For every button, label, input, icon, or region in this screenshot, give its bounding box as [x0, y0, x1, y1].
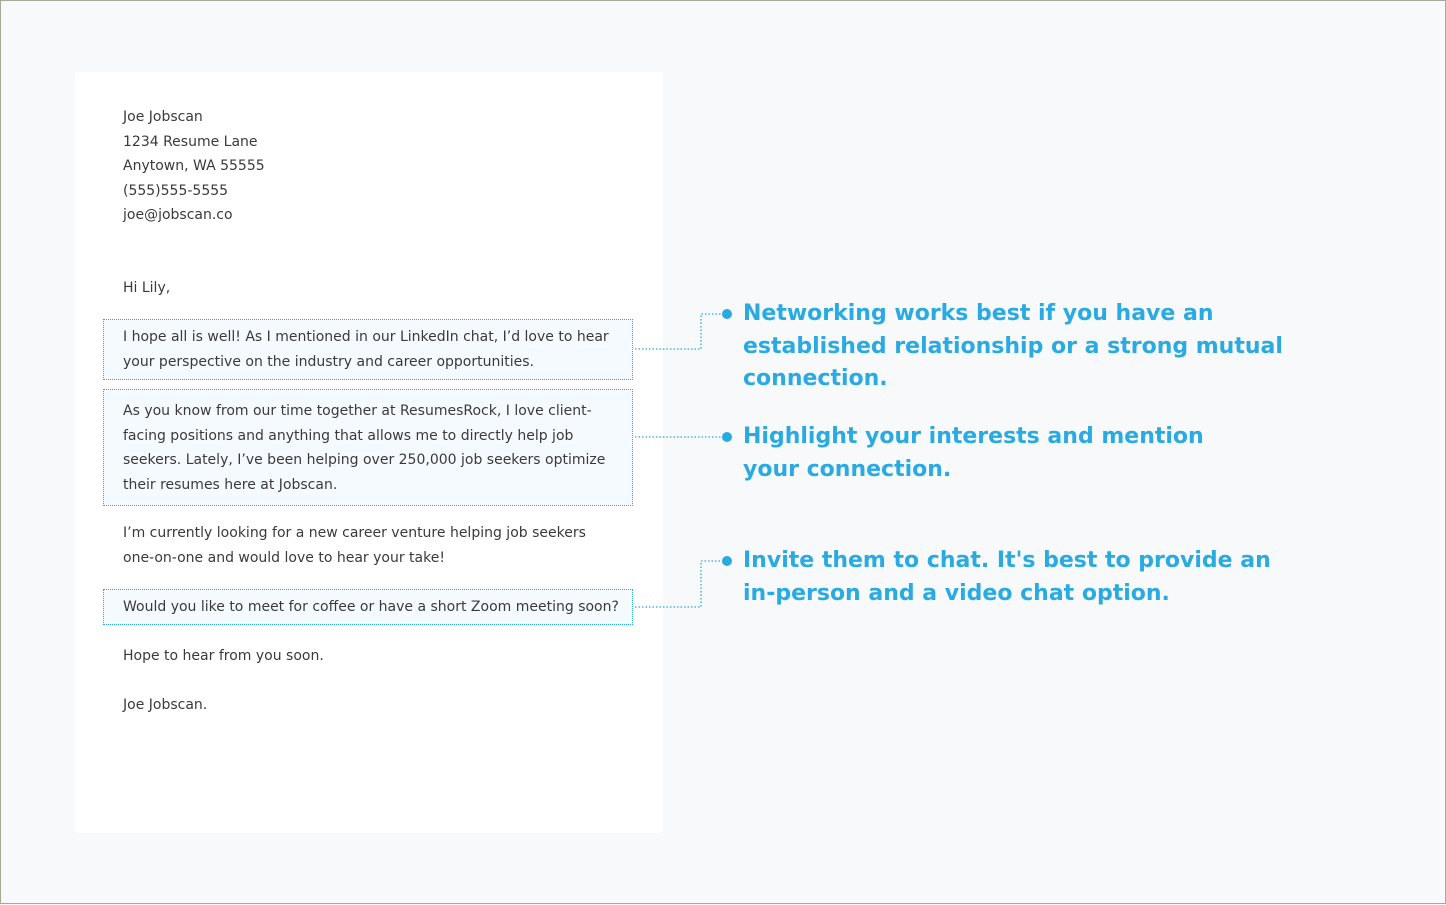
- paragraph-venture: I’m currently looking for a new career venture helping job seekers one-on-one and would love to hear your take!: [123, 525, 586, 566]
- bullet-dot-interests: [722, 432, 732, 442]
- callout-interests: Highlight your interests and mention your connection.: [743, 424, 1204, 482]
- bullet-dot-invite: [722, 556, 732, 566]
- closing: Hope to hear from you soon.: [123, 648, 324, 664]
- bullet-dot-networking: [722, 309, 732, 319]
- sender-email: joe@jobscan.co: [123, 207, 233, 223]
- paragraph-intro: I hope all is well! As I mentioned in our LinkedIn chat, I’d love to hear your perspective on the industry and career opportunities.: [123, 329, 609, 370]
- sender-address: 1234 Resume Lane: [123, 133, 258, 150]
- sender-name: Joe Jobscan: [123, 109, 203, 125]
- paragraph-invite: Would you like to meet for coffee or have a short Zoom meeting soon?: [123, 599, 619, 615]
- callout-networking: Networking works best if you have an established relationship or a strong mutual connection.: [743, 301, 1283, 391]
- signature: Joe Jobscan.: [123, 697, 208, 713]
- callout-invite: Invite them to chat. It's best to provide an in-person and a video chat option.: [743, 548, 1271, 606]
- paragraph-interests: As you know from our time together at ResumesRock, I love client-facing positions and anything that allows me to directly help job seekers. Lately, I’ve been helping over 250,000 job seekers optimize their resumes here at Jobscan.: [123, 403, 606, 493]
- sender-city: Anytown, WA 55555: [123, 158, 265, 174]
- sender-phone: (555)555-5555: [123, 182, 229, 199]
- greeting: Hi Lily,: [123, 280, 171, 296]
